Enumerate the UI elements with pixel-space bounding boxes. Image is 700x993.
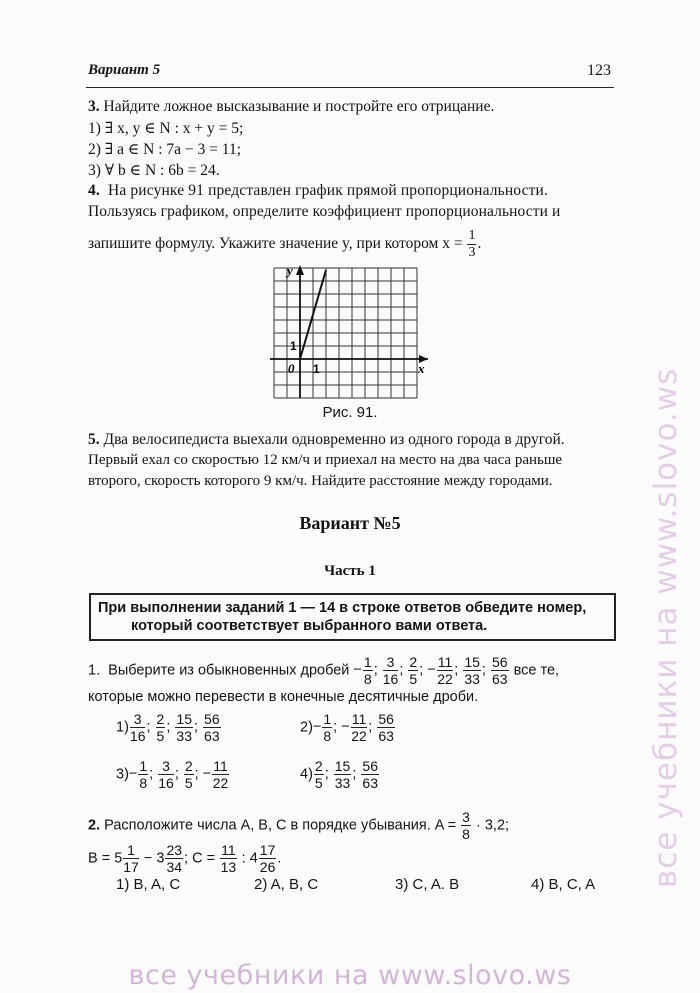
q1-option-1[interactable]: [116, 712, 222, 743]
option-fractions: [313, 758, 380, 791]
part-title: Часть 1: [324, 563, 376, 579]
x-axis-label: x: [418, 361, 425, 376]
fraction: [334, 759, 352, 790]
header-rule: [86, 87, 614, 88]
frac-den: 22: [351, 728, 367, 744]
fraction: [175, 712, 193, 743]
frac-num: 2: [409, 654, 418, 670]
figure-caption: Рис. 91.: [322, 404, 378, 421]
q2-b-frac-2: [165, 843, 183, 874]
separator: ;: [194, 766, 203, 783]
separator: ;: [373, 662, 382, 679]
frac-den: 63: [362, 775, 378, 791]
separator: ;: [368, 719, 377, 736]
frac-den: 34: [166, 859, 183, 875]
q2-values: B = 5 $\frac{1}{17}$ − 3 $\frac{23}{34}$ ; C = $\frac{11}{13}$ : 4 $\frac{17}{26}$ .: [88, 842, 282, 875]
q2-c-mid: : 4: [241, 850, 258, 867]
frac-den: 33: [464, 671, 480, 687]
task3-number: 3.: [88, 98, 100, 115]
frac-den: 63: [204, 728, 220, 744]
minus-sign: −: [312, 719, 322, 736]
frac-den: 33: [176, 728, 192, 744]
task4-fraction: [467, 229, 476, 260]
fraction: [363, 655, 373, 686]
option-label: 3): [116, 766, 129, 783]
instruction-box: [89, 593, 616, 641]
separator: ;: [166, 719, 175, 736]
frac-den: 5: [184, 775, 193, 791]
frac-den: 5: [409, 671, 418, 687]
separator: ;: [352, 766, 361, 783]
q1-statement: [88, 655, 559, 686]
frac-num: 2: [184, 758, 193, 774]
frac-num: 11: [213, 758, 228, 774]
frac-num: 11: [351, 711, 367, 727]
q2-option-2[interactable]: 2) A, B, C: [254, 876, 319, 893]
option-label: 1): [116, 719, 129, 736]
instruction-line-1: При выполнении заданий 1 — 14 в строке ответов обведите номер,: [98, 600, 587, 616]
frac-num: 56: [491, 654, 508, 670]
frac-num: 17: [259, 842, 276, 858]
task5-number: 5.: [88, 431, 100, 448]
frac-den: 8: [139, 775, 148, 791]
minus-sign: −: [128, 766, 138, 783]
running-header-variant: Вариант 5: [88, 62, 161, 78]
frac-num: 56: [362, 758, 378, 774]
frac-num: 2: [314, 758, 323, 774]
frac-num: 3: [383, 655, 399, 671]
task3-item-1: 1) ∃ x, y ∈ N : x + y = 5;: [88, 120, 244, 137]
task5-line-2: Первый ехал со скоростью 12 км/ч и приехал на место на два часа раньше: [88, 452, 563, 468]
fraction: [212, 759, 229, 790]
fraction: [361, 759, 379, 790]
fraction: [184, 759, 194, 790]
y-tick-label: 1: [290, 339, 297, 353]
frac-den: 63: [491, 671, 508, 687]
q2-b-frac-1: [123, 843, 139, 874]
fraction: [158, 759, 174, 790]
frac-den: 63: [378, 728, 394, 744]
task3-item-3: 3) ∀ b ∈ N : 6b = 24.: [88, 162, 220, 179]
q2-b-label: B = 5: [88, 850, 123, 867]
q1-text-a: Выберите из обыкновенных дробей: [108, 662, 350, 679]
frac-den: 16: [158, 775, 174, 791]
q1-fraction-list: [353, 654, 509, 687]
q1-option-2[interactable]: [300, 712, 396, 743]
separator: ;: [324, 766, 333, 783]
frac-den: 8: [462, 826, 470, 842]
fraction: [491, 655, 509, 686]
option-label: 4): [300, 766, 313, 783]
origin-label: 0: [288, 361, 295, 376]
frac-den: 16: [129, 728, 146, 744]
q2-number: 2.: [88, 817, 101, 834]
frac-den: 26: [259, 859, 276, 875]
task4-frac-num: 1: [468, 228, 476, 243]
task4-frac-den: 3: [468, 245, 476, 260]
frac-num: 11: [437, 654, 453, 670]
frac-num: 3: [462, 809, 470, 825]
frac-num: 15: [334, 758, 351, 774]
task3-statement: [88, 98, 494, 116]
frac-den: 33: [334, 775, 351, 791]
task3-text: Найдите ложное высказывание и постройте его отрицание.: [103, 98, 495, 115]
q2-option-4[interactable]: 4) B, C, A: [531, 876, 596, 893]
fraction: [130, 712, 146, 743]
frac-den: 22: [437, 671, 453, 687]
q2-c-frac-1: [220, 843, 237, 874]
task5-line-1: [88, 431, 565, 449]
frac-den: 5: [156, 728, 165, 744]
task4-line-3: запишите формулу. Укажите значение y, при котором x = $\frac{1}{3}$ .: [88, 228, 482, 260]
frac-num: 3: [130, 712, 146, 728]
frac-den: 16: [382, 671, 399, 687]
x-tick-label: 1: [313, 362, 320, 376]
q2-b-mid: − 3: [143, 850, 165, 867]
fraction: [156, 712, 166, 743]
fraction: [322, 712, 332, 743]
q2-c-frac-2: [259, 843, 277, 874]
frac-num: 11: [221, 842, 236, 858]
separator: ;: [174, 766, 183, 783]
frac-num: 23: [166, 842, 183, 858]
separator: ;: [193, 719, 203, 736]
q1-option-3[interactable]: [116, 759, 230, 790]
minus-sign: −: [353, 662, 362, 679]
separator: ;: [149, 766, 158, 783]
minus-sign: −: [341, 719, 350, 736]
frac-den: 17: [123, 859, 139, 875]
task4-number: 4.: [88, 182, 100, 199]
q2-a-fraction: [461, 810, 471, 841]
frac-den: 8: [323, 728, 332, 744]
q1-line-2: которые можно перевести в конечные десятичные дроби.: [88, 689, 479, 705]
option-fractions: [128, 758, 230, 791]
fraction: [351, 712, 368, 743]
separator: ;: [146, 719, 155, 736]
fraction: [383, 655, 399, 686]
frac-den: 8: [363, 671, 372, 687]
frac-den: 22: [212, 775, 229, 791]
side-watermark: все учебники на www.slovo.ws: [648, 367, 684, 888]
figure-91-graph: [268, 262, 438, 402]
bottom-watermark: все учебники на www.slovo.ws: [128, 960, 572, 991]
separator: ;: [333, 719, 342, 736]
task5-text-1: Два велосипедиста выехали одновременно из одного города в другой.: [103, 431, 565, 448]
frac-num: 2: [156, 711, 165, 727]
y-axis-label: y: [287, 263, 293, 278]
q2-option-3[interactable]: 3) C, A. B: [395, 876, 460, 893]
frac-num: 56: [204, 711, 220, 727]
fraction: [377, 712, 395, 743]
task4-line-1: [88, 182, 548, 200]
task4-text-1: На рисунке 91 представлен график прямой пропорциональности.: [108, 182, 548, 199]
frac-num: 1: [323, 711, 332, 727]
task4-line-2: Пользуясь графиком, определите коэффициент пропорциональности и: [88, 203, 561, 220]
q2-statement: [88, 810, 509, 841]
fraction: [314, 759, 324, 790]
minus-sign: −: [427, 662, 436, 679]
frac-num: 1: [363, 654, 372, 670]
grid-lines: [274, 268, 417, 398]
fraction: [437, 655, 454, 686]
frac-num: 15: [464, 654, 480, 670]
separator: ;: [454, 662, 463, 679]
fraction: [203, 712, 221, 743]
q1-text-b: все те,: [513, 662, 560, 679]
instruction-line-2: который соответствует выбранного вами ответа.: [131, 618, 488, 634]
frac-num: 15: [176, 711, 192, 727]
q2-option-1[interactable]: 1) B, A, C: [116, 876, 181, 893]
separator: ;: [399, 662, 408, 679]
fraction: [408, 655, 418, 686]
task3-item-2: 2) ∃ a ∈ N : 7a − 3 = 11;: [88, 141, 242, 158]
q2-text: Расположите числа A, B, C в порядке убывания. A =: [104, 817, 457, 834]
option-fractions: [129, 711, 222, 744]
frac-num: 1: [123, 843, 139, 859]
separator: ;: [481, 662, 490, 679]
minus-sign: −: [202, 766, 212, 783]
q2-a-tail: · 3,2;: [476, 817, 510, 834]
q1-number: 1.: [88, 662, 101, 679]
task4-text-3: запишите формулу. Укажите значение y, при котором x =: [88, 235, 463, 253]
frac-den: 5: [314, 775, 323, 791]
fraction: [463, 655, 481, 686]
fraction: [138, 759, 148, 790]
page-number: 123: [587, 62, 611, 79]
y-axis-arrow: [296, 265, 304, 275]
option-fractions: [312, 711, 396, 744]
frac-num: 56: [378, 711, 394, 727]
task5-line-3: второго, скорость которого 9 км/ч. Найдите расстояние между городами.: [88, 473, 553, 489]
separator: ;: [419, 662, 428, 679]
q1-option-4[interactable]: [300, 759, 380, 790]
option-label: 2): [300, 719, 313, 736]
frac-num: 1: [139, 758, 148, 774]
frac-den: 13: [220, 859, 237, 875]
q2-c-label: ; C =: [184, 850, 216, 867]
variant-title: Вариант №5: [299, 513, 401, 533]
frac-num: 3: [158, 759, 174, 775]
